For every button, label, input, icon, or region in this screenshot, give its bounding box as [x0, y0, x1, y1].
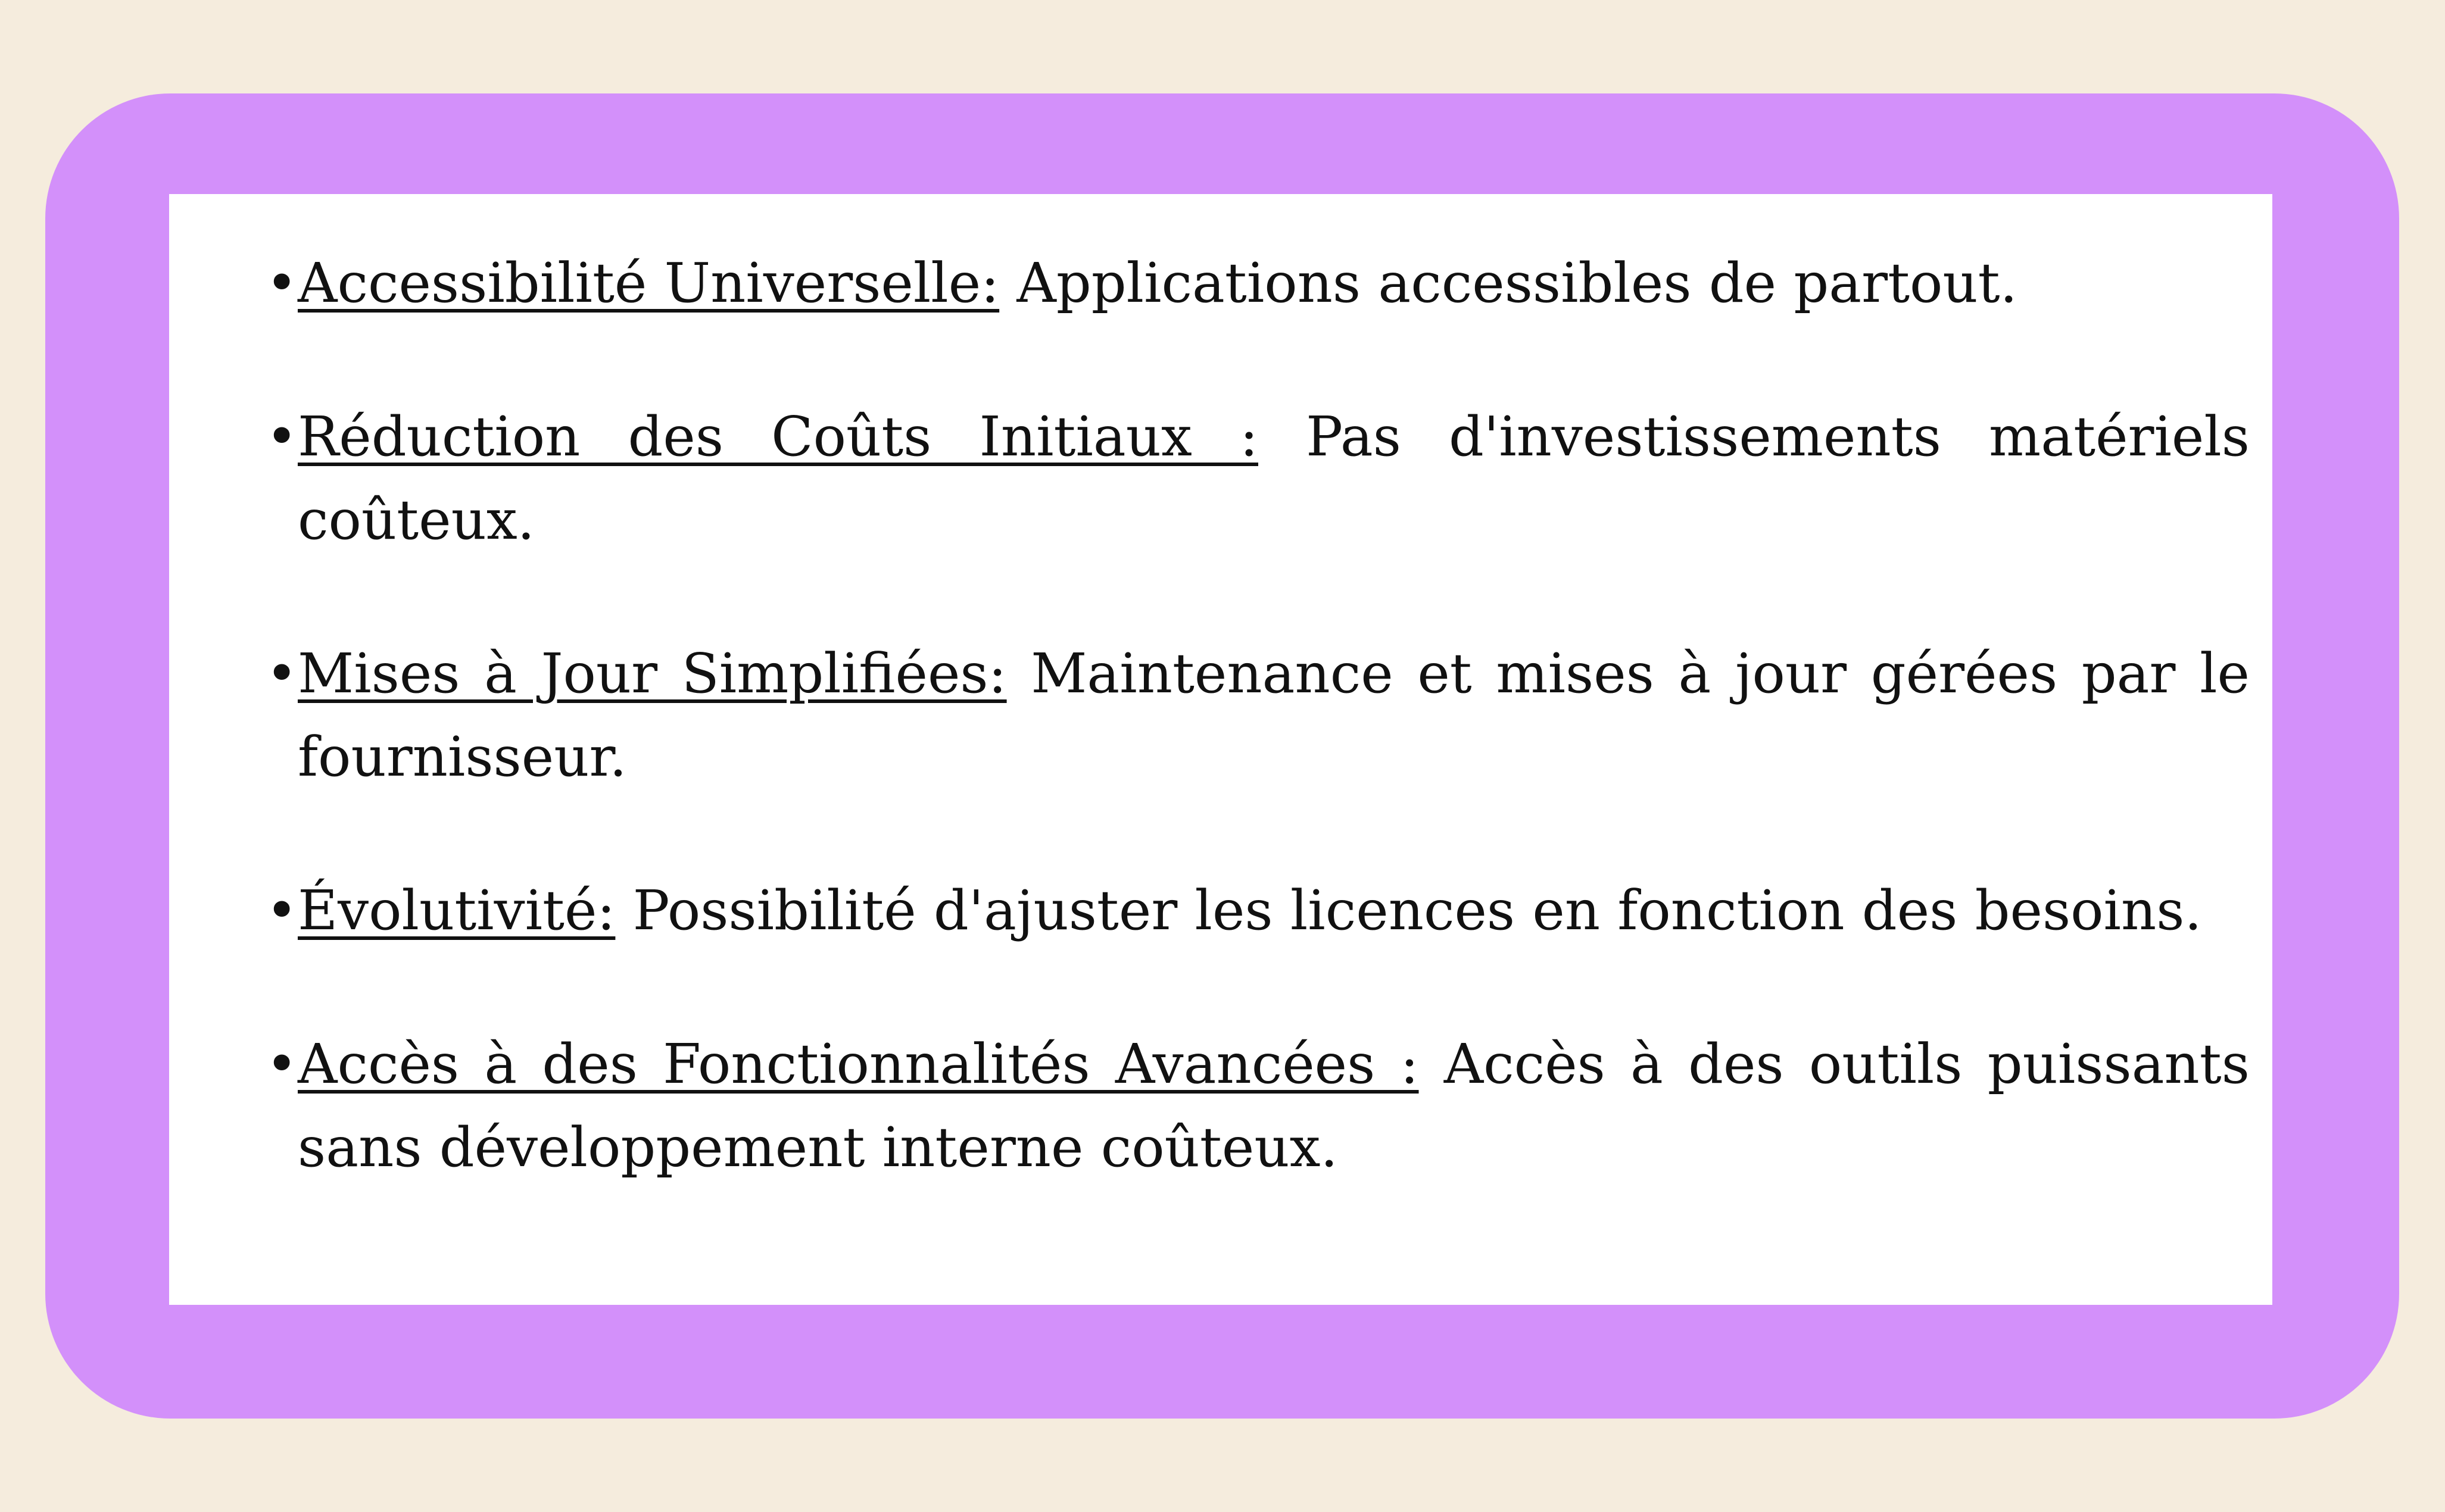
purple-frame [45, 93, 2399, 1419]
item-term: Mises à Jour Simplifiées: [298, 642, 1007, 705]
bullet-icon: • [266, 642, 298, 705]
item-text: Applications accessibles de partout. [999, 251, 2017, 315]
item-term: Réduction des Coûts Initiaux : [298, 405, 1258, 468]
item-text: Accès à des outils puissants sans développement interne coûteux. [298, 1032, 2250, 1179]
bullet-icon: • [266, 405, 298, 468]
bullet-icon: • [266, 251, 298, 315]
bullet-icon: • [266, 879, 298, 942]
item-text: Possibilité d'ajuster les licences en fonction des besoins. [615, 879, 2202, 942]
list-item [169, 632, 2272, 799]
list-item [169, 869, 2272, 952]
item-term: Accessibilité Universelle: [298, 251, 1000, 315]
item-term: Évolutivité: [298, 879, 616, 942]
benefits-list [169, 242, 2272, 1189]
content-panel [169, 194, 2272, 1305]
list-item [169, 395, 2272, 562]
bullet-icon: • [266, 1032, 298, 1096]
list-item [169, 242, 2272, 325]
item-text: Maintenance et mises à jour gérées par le fournisseur. [298, 642, 2250, 789]
item-text: Pas d'investissements matériels coûteux. [298, 405, 2250, 552]
item-term: Accès à des Fonctionnalités Avancées : [298, 1032, 1419, 1096]
list-item [169, 1023, 2272, 1189]
